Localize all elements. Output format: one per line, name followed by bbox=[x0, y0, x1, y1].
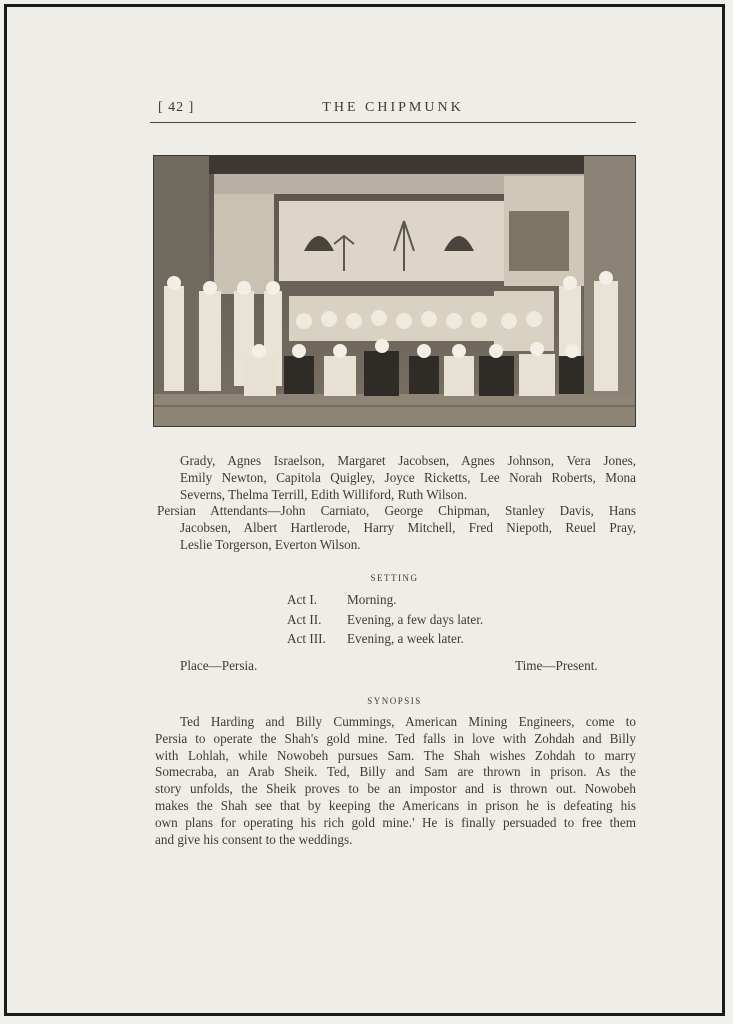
act-label: Act III. bbox=[287, 631, 326, 646]
attendants-line: Jacobsen, Albert Hartlerode, Harry Mitchell, Fred Niepoth, Reuel Pray, bbox=[180, 519, 636, 535]
act-description: Evening, a week later. bbox=[347, 631, 464, 646]
act-row bbox=[287, 610, 483, 630]
synopsis-line: Somecraba, an Arab Sheik. Ted, Billy and Sam are thrown in prison. As the bbox=[155, 764, 636, 780]
synopsis-line: Persia to operate the Shah's gold mine. Ted falls in love with Zohdah and Billy bbox=[155, 730, 636, 746]
synopsis-line: own plans for operating his rich gold mine.' He is finally persuaded to free them bbox=[155, 814, 636, 830]
page-number: [ 42 ] bbox=[158, 100, 195, 115]
time-label: Time—Present. bbox=[515, 658, 598, 673]
synopsis-line: with Lohlah, while Nowobeh pursues Sam. The Shah wishes Zohdah to marry bbox=[155, 747, 636, 763]
cast-line: Severns, Thelma Terrill, Edith Williford, Ruth Wilson. bbox=[180, 486, 468, 502]
page-header bbox=[150, 100, 636, 122]
synopsis-line: and give his consent to the weddings. bbox=[155, 831, 353, 847]
synopsis-line: makes the Shah see that by keeping the Americans in prison he is defeating his bbox=[155, 797, 636, 813]
cast-line: Grady, Agnes Israelson, Margaret Jacobsen, Agnes Johnson, Vera Jones, bbox=[180, 453, 636, 468]
cast-line: Emily Newton, Capitola Quigley, Joyce Ricketts, Lee Norah Roberts, Mona bbox=[180, 469, 636, 485]
header-rule bbox=[150, 122, 636, 123]
act-label: Act I. bbox=[287, 592, 318, 607]
act-row bbox=[287, 629, 483, 649]
cast-photograph bbox=[153, 155, 636, 427]
act-description: Morning. bbox=[347, 592, 397, 607]
synopsis-heading: SYNOPSIS bbox=[367, 696, 422, 706]
synopsis-text bbox=[155, 714, 636, 848]
synopsis-line: story unfolds, the Sheik proves to be an impostor and is thrown out. Nowobeh bbox=[155, 781, 636, 797]
act-description: Evening, a few days later. bbox=[347, 611, 484, 627]
cast-list-continued bbox=[180, 453, 636, 503]
synopsis-line: Ted Harding and Billy Cummings, American Mining Engineers, come to bbox=[180, 714, 636, 729]
act-label: Act II. bbox=[287, 611, 322, 627]
running-title: THE CHIPMUNK bbox=[322, 100, 464, 115]
setting-heading: SETTING bbox=[370, 573, 419, 583]
place-label: Place—Persia. bbox=[180, 658, 258, 673]
act-row bbox=[287, 590, 483, 610]
attendants-line: Leslie Torgerson, Everton Wilson. bbox=[180, 536, 361, 552]
acts-list bbox=[287, 590, 483, 649]
attendants-line: Persian Attendants—John Carniato, George Chipman, Stanley Davis, Hans bbox=[157, 503, 636, 518]
persian-attendants bbox=[157, 503, 636, 553]
